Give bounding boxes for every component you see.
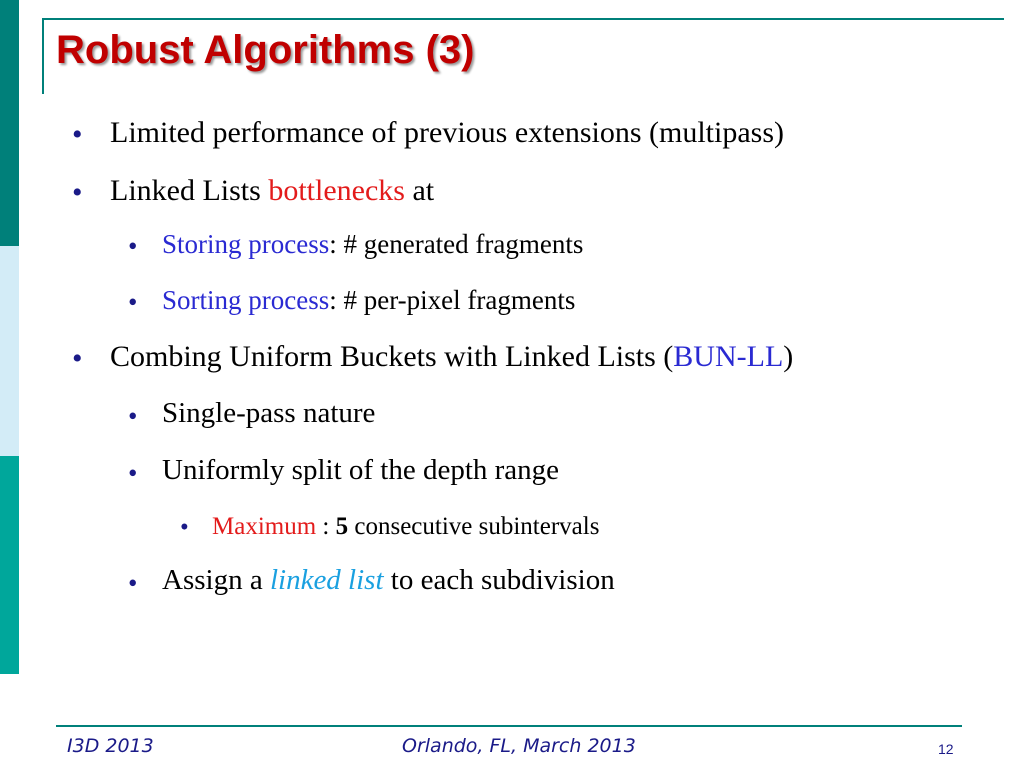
bullet-dot: • xyxy=(180,514,189,541)
bullet-dot: • xyxy=(128,458,138,488)
bullet-8-bold: 5 xyxy=(335,513,349,540)
footer-conference: I3D 2013 xyxy=(67,735,154,757)
bullet-4-suffix: : # per-pixel fragments xyxy=(329,285,576,315)
bullet-8-suffix: consecutive subintervals xyxy=(348,513,600,540)
bullet-9-suffix: to each subdivision xyxy=(383,564,615,596)
bullet-dot: • xyxy=(128,401,138,431)
bullet-2-suffix: at xyxy=(404,174,435,207)
bullet-9 xyxy=(162,566,615,595)
bullet-4-highlight: Sorting process xyxy=(162,285,330,315)
footer-location-date: Orlando, FL, March 2013 xyxy=(402,735,636,757)
bullet-dot: • xyxy=(128,231,138,261)
slide-title: Robust Algorithms (3) xyxy=(56,28,475,72)
page-number: 12 xyxy=(938,741,954,757)
bullet-3 xyxy=(162,231,583,258)
bullet-2-highlight: bottlenecks xyxy=(268,174,405,207)
footer-rule xyxy=(56,725,962,727)
bullet-8 xyxy=(212,514,599,539)
bullet-5 xyxy=(110,342,793,372)
bullet-1-text: Limited performance of previous extensions (multipass) xyxy=(110,116,784,149)
bullet-dot: • xyxy=(72,176,83,209)
bullet-8-middle: : xyxy=(316,513,336,540)
bullet-2 xyxy=(110,176,434,206)
bullet-4 xyxy=(162,287,575,314)
bullet-dot: • xyxy=(128,568,138,598)
bullet-dot: • xyxy=(72,118,83,151)
bullet-9-prefix: Assign a xyxy=(162,564,270,596)
bullet-7 xyxy=(162,456,559,485)
bullet-2-prefix: Linked Lists xyxy=(110,174,269,207)
bullet-7-text: Uniformly split of the depth range xyxy=(162,454,560,486)
bullet-8-highlight: Maximum xyxy=(212,513,317,540)
bullet-5-suffix: ) xyxy=(783,340,794,373)
bullet-1 xyxy=(110,118,784,148)
bullet-5-highlight: BUN-LL xyxy=(673,340,784,373)
bullet-dot: • xyxy=(72,342,83,375)
bullet-dot: • xyxy=(128,287,138,317)
bullet-6-text: Single-pass nature xyxy=(162,397,376,429)
bullet-3-highlight: Storing process xyxy=(162,229,330,259)
bullet-6 xyxy=(162,399,375,428)
bullet-9-highlight: linked list xyxy=(269,564,384,596)
bullet-3-suffix: : # generated fragments xyxy=(329,229,584,259)
bullet-5-prefix: Combing Uniform Buckets with Linked Lists ( xyxy=(110,340,674,373)
